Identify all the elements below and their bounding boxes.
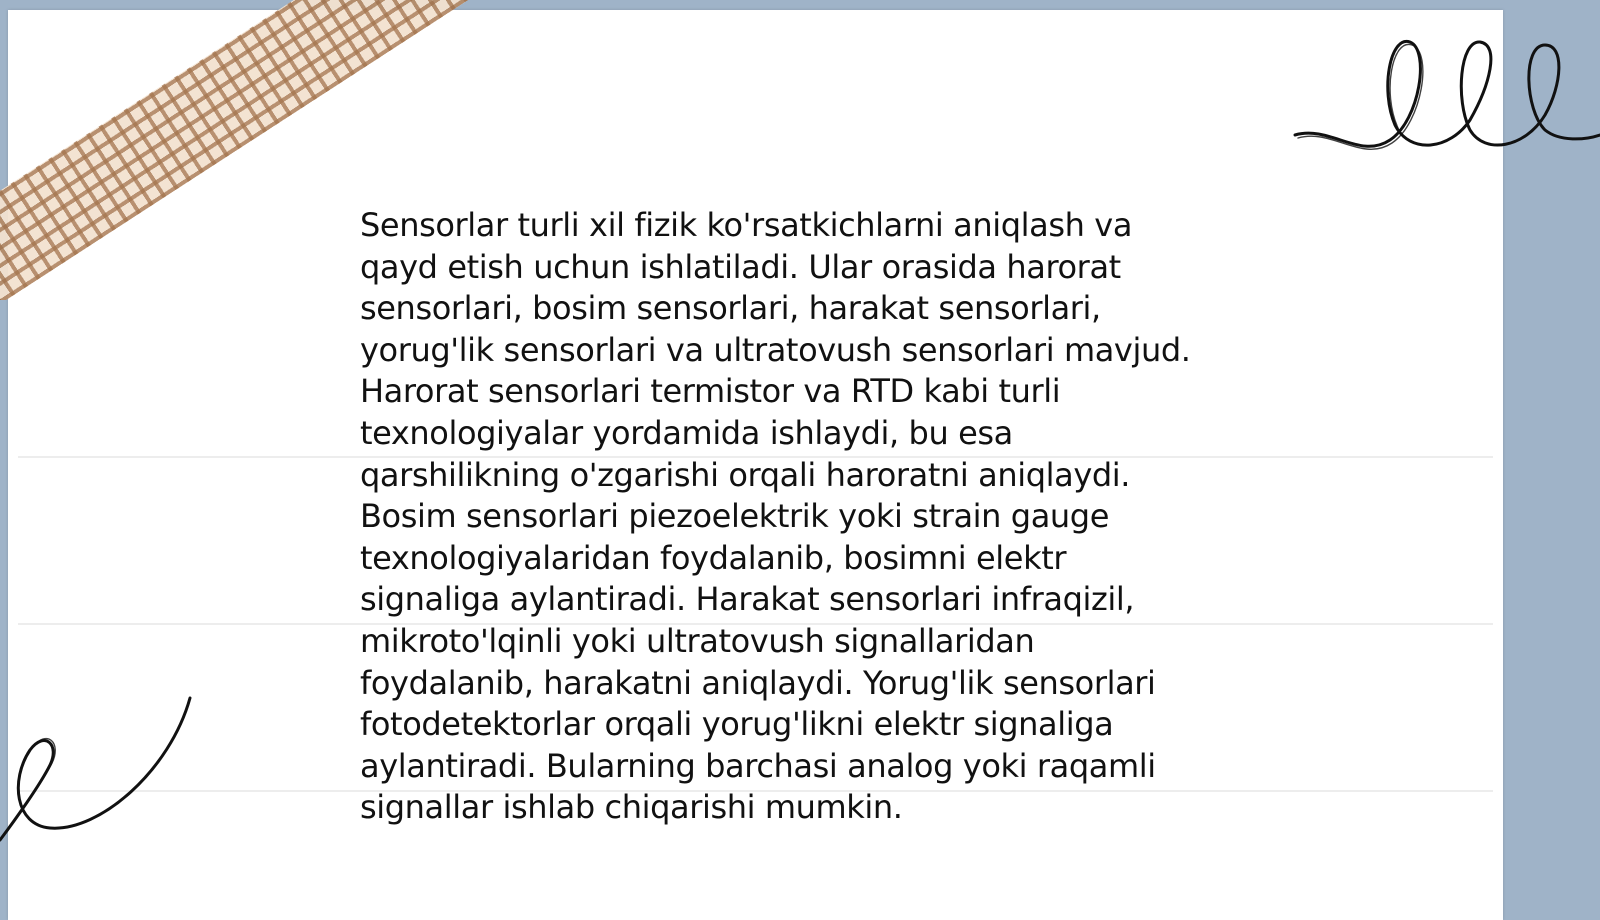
loop-squiggle-top-right-icon	[1290, 30, 1600, 165]
loop-squiggle-bottom-left-icon	[0, 690, 200, 850]
body-paragraph: Sensorlar turli xil fizik ko'rsatkichlarni aniqlash va qayd etish uchun ishlatiladi. Ular orasida harorat sensorlari, bosim sensorlari, harakat sensorlari, yorug'lik sensorlari va ultratovush sensorlari mavjud. Harorat sensorlari termistor va RTD kabi turli texnologiyalar yordamida ishlaydi, bu esa qarshilikning o'zgarishi orqali haroratni aniqlaydi. Bosim sensorlari piezoelektrik yoki strain gauge texnologiyalaridan foydalanib, bosimni elektr signaliga aylantiradi. Harakat sensorlari infraqizil, mikroto'lqinli yoki ultratovush signallaridan foydalanib, harakatni aniqlaydi. Yorug'lik sensorlari fotodetektorlar orqali yorug'likni elektr signaliga aylantiradi. Bularning barchasi analog yoki raqamli signallar ishlab chiqarishi mumkin.	[360, 206, 1191, 827]
